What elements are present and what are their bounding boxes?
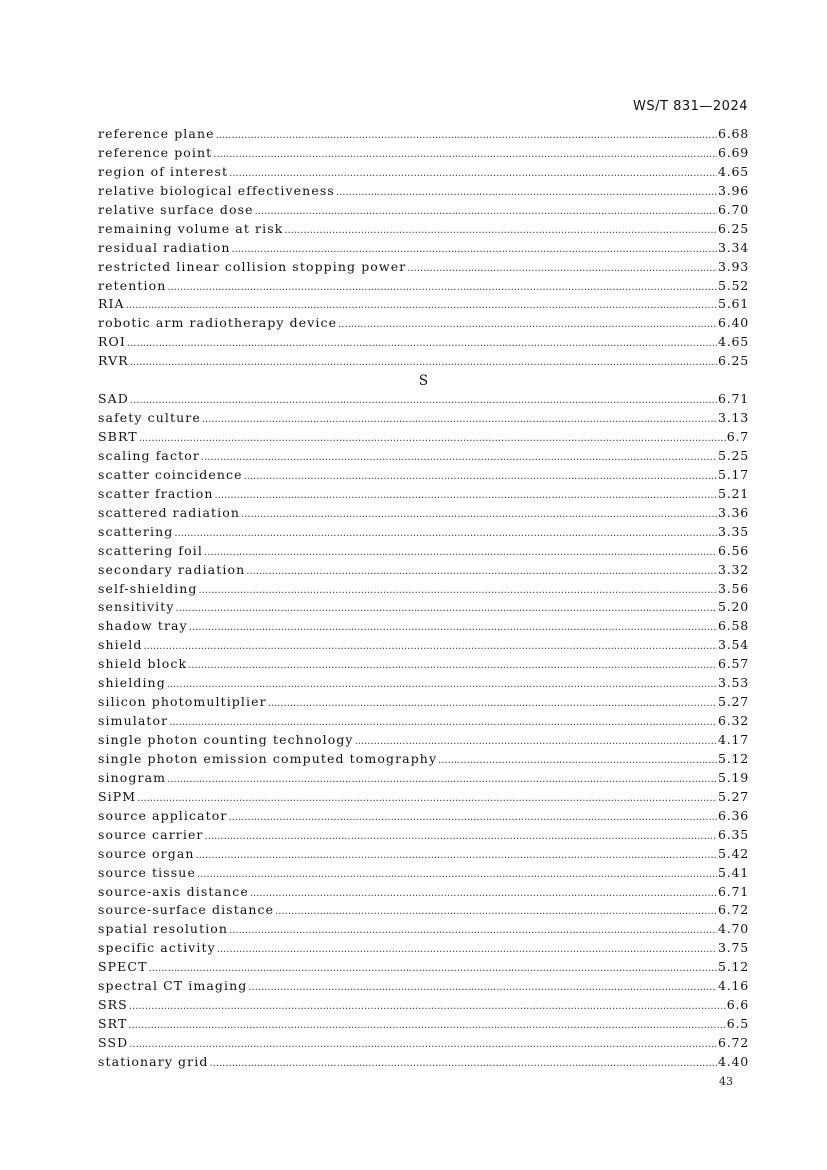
index-entry xyxy=(98,770,749,789)
index-ref: 3.32 xyxy=(717,561,749,577)
index-term: remaining volume at risk xyxy=(98,220,284,236)
index-ref: 3.54 xyxy=(717,637,749,653)
index-entry xyxy=(98,675,749,694)
index-entry xyxy=(98,846,749,865)
index-entry xyxy=(98,978,749,997)
index-term: source-axis distance xyxy=(98,883,249,899)
dot-leader xyxy=(128,1020,725,1031)
index-entry xyxy=(98,524,749,543)
index-entry xyxy=(98,183,749,202)
index-ref: 3.56 xyxy=(717,580,749,596)
dot-leader xyxy=(167,679,717,690)
dot-leader xyxy=(139,433,726,444)
index-entry xyxy=(98,656,749,675)
index-entry xyxy=(98,353,749,372)
index-term: ROI xyxy=(98,334,126,350)
index-ref: 3.35 xyxy=(717,523,749,539)
index-ref: 6.35 xyxy=(717,826,749,842)
index-entry xyxy=(98,827,749,846)
index-term: source-surface distance xyxy=(98,902,275,918)
index-entry xyxy=(98,808,749,827)
dot-leader xyxy=(137,793,717,804)
index-ref: 3.36 xyxy=(717,504,749,520)
index-entry xyxy=(98,296,749,315)
index-term: reference point xyxy=(98,144,213,160)
dot-leader xyxy=(250,888,717,899)
dot-leader xyxy=(228,812,716,823)
index-ref: 3.93 xyxy=(717,258,749,274)
index-ref: 6.5 xyxy=(726,1016,749,1032)
index-entry xyxy=(98,145,749,164)
index-term: specific activity xyxy=(98,940,216,956)
index-term: secondary radiation xyxy=(98,561,246,577)
index-ref: 6.71 xyxy=(717,391,749,407)
index-entry xyxy=(98,997,749,1016)
index-term: spectral CT imaging xyxy=(98,978,248,994)
dot-leader xyxy=(268,698,717,709)
index-term: SiPM xyxy=(98,788,137,804)
index-term: reference plane xyxy=(98,126,215,141)
index-term: region of interest xyxy=(98,163,229,179)
index-entry xyxy=(98,278,749,297)
index-entry xyxy=(98,713,749,732)
dot-leader xyxy=(196,850,717,861)
index-term: shielding xyxy=(98,675,166,691)
index-ref: 3.75 xyxy=(717,940,749,956)
dot-leader xyxy=(197,869,717,880)
index-entry xyxy=(98,164,749,183)
index-list xyxy=(98,126,749,1073)
index-ref: 5.25 xyxy=(717,447,749,463)
index-entry xyxy=(98,410,749,429)
index-entry xyxy=(98,732,749,751)
index-ref: 3.53 xyxy=(717,675,749,691)
index-entry xyxy=(98,902,749,921)
index-entry xyxy=(98,694,749,713)
index-term: scaling factor xyxy=(98,447,200,463)
index-term: shield block xyxy=(98,656,188,672)
index-ref: 6.25 xyxy=(717,353,749,369)
index-term: shield xyxy=(98,637,143,653)
dot-leader xyxy=(127,338,717,349)
index-entry xyxy=(98,940,749,959)
index-entry xyxy=(98,884,749,903)
dot-leader xyxy=(169,717,717,728)
document-header: WS/T 831—2024 xyxy=(633,99,748,114)
index-term: self-shielding xyxy=(98,580,198,596)
index-entry xyxy=(98,1016,749,1035)
index-ref: 4.40 xyxy=(717,1053,749,1069)
index-ref: 4.65 xyxy=(717,334,749,350)
index-term: SRS xyxy=(98,997,128,1013)
dot-leader xyxy=(246,566,717,577)
index-ref: 3.34 xyxy=(717,239,749,255)
index-ref: 3.13 xyxy=(717,410,749,426)
index-ref: 6.7 xyxy=(726,429,749,444)
dot-leader xyxy=(215,490,717,501)
index-entry xyxy=(98,1035,749,1054)
dot-leader xyxy=(355,736,717,747)
dot-leader xyxy=(202,414,717,425)
index-entry xyxy=(98,618,749,637)
dot-leader xyxy=(204,547,717,558)
index-ref: 3.96 xyxy=(717,182,749,198)
index-ref: 6.71 xyxy=(717,883,749,899)
dot-leader xyxy=(338,319,717,330)
index-term: SPECT xyxy=(98,959,148,975)
dot-leader xyxy=(129,1039,717,1050)
dot-leader xyxy=(229,925,717,936)
index-ref: 5.61 xyxy=(717,296,749,312)
index-term: safety culture xyxy=(98,410,201,426)
index-ref: 6.70 xyxy=(717,201,749,217)
index-ref: 4.16 xyxy=(717,978,749,994)
index-ref: 5.17 xyxy=(717,466,749,482)
index-term: scatter fraction xyxy=(98,485,214,501)
index-ref: 5.20 xyxy=(717,599,749,615)
index-term: single photon emission computed tomography xyxy=(98,750,438,766)
dot-leader xyxy=(129,1001,726,1012)
index-term: scattering xyxy=(98,523,174,539)
index-term: SAD xyxy=(98,391,129,407)
dot-leader xyxy=(255,206,717,217)
index-ref: 6.72 xyxy=(717,1035,749,1050)
index-ref: 4.70 xyxy=(717,921,749,937)
index-ref: 6.25 xyxy=(717,220,749,236)
dot-leader xyxy=(213,149,717,160)
index-ref: 6.32 xyxy=(717,713,749,729)
index-term: residual radiation xyxy=(98,239,231,255)
dot-leader xyxy=(188,660,717,671)
index-entry xyxy=(98,486,749,505)
dot-leader xyxy=(229,168,717,179)
dot-leader xyxy=(174,528,717,539)
index-term: stationary grid xyxy=(98,1053,209,1069)
dot-leader xyxy=(241,509,717,520)
index-entry xyxy=(98,921,749,940)
index-entry xyxy=(98,543,749,562)
index-ref: 6.68 xyxy=(717,126,749,141)
index-entry xyxy=(98,202,749,221)
dot-leader xyxy=(205,831,717,842)
index-term: retention xyxy=(98,277,167,293)
index-entry xyxy=(98,1054,749,1073)
index-entry xyxy=(98,581,749,600)
index-group-r xyxy=(98,126,749,372)
index-entry xyxy=(98,221,749,240)
index-entry xyxy=(98,448,749,467)
index-ref: 6.36 xyxy=(717,807,749,823)
dot-leader xyxy=(199,585,717,596)
index-entry xyxy=(98,126,749,145)
index-term: scatter coincidence xyxy=(98,466,243,482)
dot-leader xyxy=(167,282,717,293)
dot-leader xyxy=(284,225,717,236)
index-term: source organ xyxy=(98,845,195,861)
index-ref: 6.58 xyxy=(717,618,749,634)
index-ref: 4.17 xyxy=(717,732,749,747)
dot-leader xyxy=(189,622,717,633)
section-heading-s: S xyxy=(418,373,429,390)
index-term: robotic arm radiotherapy device xyxy=(98,315,338,331)
dot-leader xyxy=(407,263,717,274)
dot-leader xyxy=(232,244,717,255)
dot-leader xyxy=(209,1058,717,1069)
index-ref: 6.57 xyxy=(717,656,749,672)
index-entry xyxy=(98,865,749,884)
dot-leader xyxy=(126,300,717,311)
dot-leader xyxy=(216,130,717,141)
index-term: source applicator xyxy=(98,807,228,823)
index-term: silicon photomultiplier xyxy=(98,694,267,710)
index-term: sinogram xyxy=(98,769,167,785)
index-ref: 5.12 xyxy=(717,750,749,766)
index-entry xyxy=(98,599,749,618)
index-term: shadow tray xyxy=(98,618,188,634)
index-group-s xyxy=(98,391,749,1073)
dot-leader xyxy=(336,187,717,198)
index-term: scattering foil xyxy=(98,542,203,558)
index-entry xyxy=(98,637,749,656)
index-entry xyxy=(98,959,749,978)
index-ref: 6.40 xyxy=(717,315,749,331)
index-ref: 5.41 xyxy=(717,864,749,880)
index-ref: 6.6 xyxy=(726,997,749,1013)
index-ref: 5.27 xyxy=(717,694,749,710)
index-ref: 6.56 xyxy=(717,542,749,558)
dot-leader xyxy=(438,755,717,766)
index-ref: 6.72 xyxy=(717,902,749,918)
index-entry xyxy=(98,505,749,524)
index-entry xyxy=(98,429,749,448)
index-term: single photon counting technology xyxy=(98,732,354,747)
index-entry xyxy=(98,315,749,334)
dot-leader xyxy=(149,963,717,974)
index-ref: 5.42 xyxy=(717,845,749,861)
index-term: relative biological effectiveness xyxy=(98,182,335,198)
index-entry xyxy=(98,467,749,486)
index-term: relative surface dose xyxy=(98,201,254,217)
index-term: simulator xyxy=(98,713,169,729)
index-entry xyxy=(98,391,749,410)
dot-leader xyxy=(143,641,716,652)
dot-leader xyxy=(201,452,717,463)
page-number: 43 xyxy=(719,1075,733,1088)
index-ref: 5.12 xyxy=(717,959,749,975)
index-term: sensitivity xyxy=(98,599,175,615)
dot-leader xyxy=(248,982,717,993)
dot-leader xyxy=(167,774,717,785)
index-term: spatial resolution xyxy=(98,921,229,937)
index-ref: 4.65 xyxy=(717,163,749,179)
index-entry xyxy=(98,259,749,278)
index-term: SRT xyxy=(98,1016,128,1032)
index-ref: 5.19 xyxy=(717,769,749,785)
dot-leader xyxy=(217,944,717,955)
index-term: RVR xyxy=(98,353,129,369)
index-term: restricted linear collision stopping power xyxy=(98,258,407,274)
dot-leader xyxy=(176,603,717,614)
index-term: SBRT xyxy=(98,429,138,444)
index-term: scattered radiation xyxy=(98,504,241,520)
dot-leader xyxy=(244,471,717,482)
dot-leader xyxy=(130,357,717,368)
index-entry xyxy=(98,240,749,259)
index-entry xyxy=(98,751,749,770)
index-ref: 6.69 xyxy=(717,144,749,160)
index-entry xyxy=(98,334,749,353)
index-ref: 5.21 xyxy=(717,485,749,501)
index-term: source carrier xyxy=(98,826,204,842)
index-term: SSD xyxy=(98,1035,129,1050)
index-ref: 5.52 xyxy=(717,277,749,293)
index-ref: 5.27 xyxy=(717,788,749,804)
dot-leader xyxy=(275,906,717,917)
index-entry xyxy=(98,562,749,581)
index-term: source tissue xyxy=(98,864,196,880)
index-entry xyxy=(98,789,749,808)
dot-leader xyxy=(130,395,717,406)
index-term: RIA xyxy=(98,296,125,312)
